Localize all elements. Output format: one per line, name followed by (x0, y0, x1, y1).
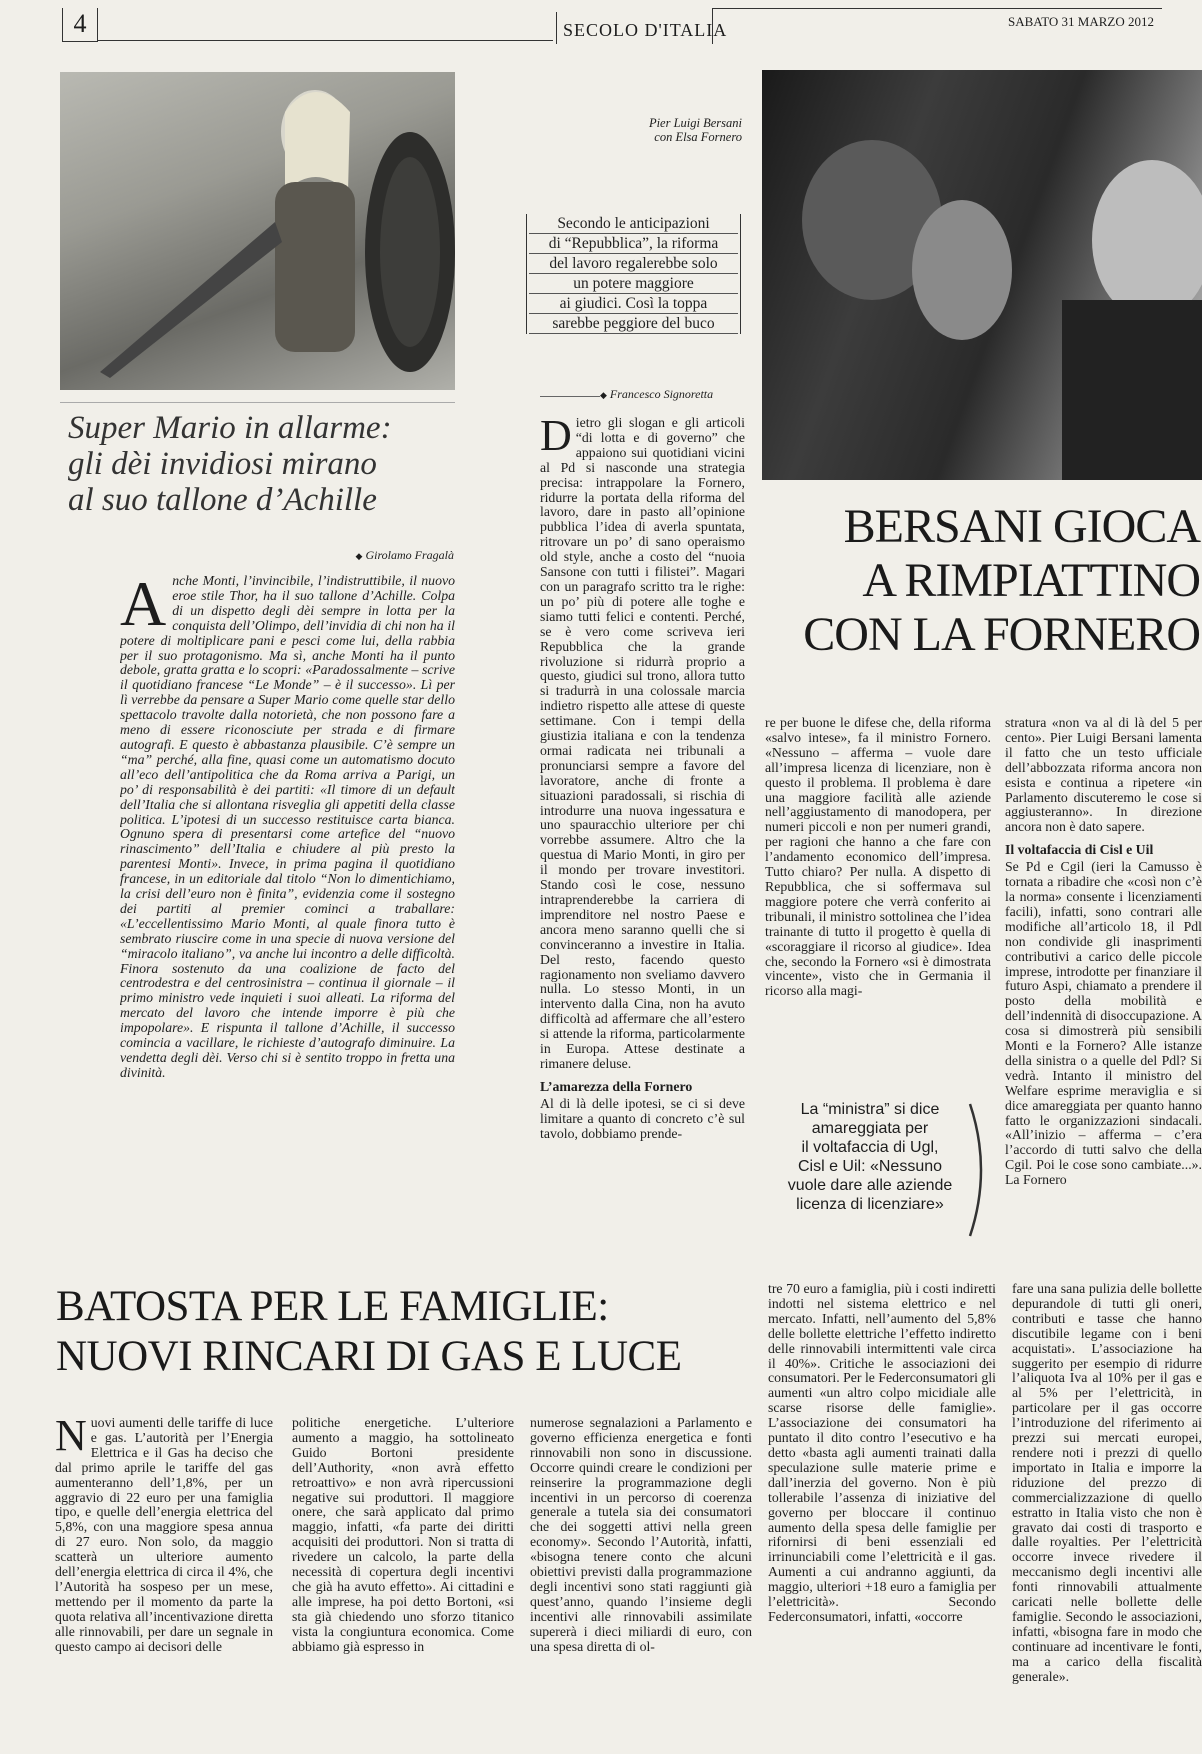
left-dropcap: A (120, 574, 167, 639)
photo-caption-line-2: con Elsa Fornero (654, 130, 742, 144)
right-col-3b-text: Se Pd e Cgil (ieri la Camusso è tornata a ribadire che «così non c’è la norma» consente i licenziamenti facili), infatti, sono contrari alle modifiche all’articolo 18, il Pdl non condivide gli inasprimenti contributivi a carico delle piccole imprese, introdotte per finanziare il futuro Aspi, chiamato a prendere il posto della mobilità e dell’indennità di disoccupazione. A cosa si dimostrerà più sensibili Monti e la Fornero? Alle istanze della sinistra o a quelle del Pdl? Si vedrà. Intanto il ministro del Welfare esprime meraviglia e si dice amareggiata per quanto hanno fatto le organizzazioni sindacali. «All’inizio – afferma – c’era l’accordo di tutti salvo che della Cgil. Poi le cose sono cambiate...». La Fornero (1005, 859, 1202, 1188)
page-number: 4 (73, 9, 87, 38)
bottom-col-5-text: fare una sana pulizia delle bollette depurandole di tutti gli oneri, contributi e tasse che hanno discutibile legame con i beni acquistati». L’associazione ha suggerito per esempio di ridurre l’aliquota Iva al 10% per il gas e al 5% per l’elettricità, in particolare per il gas occorre l’introduzione del riferimento ai prezzi sui mercati europei, rendere noti i prezzi di quello importato in Italia e imporre la riduzione del prezzo di commercializzazione di quello estratto in Italia visto che non è gravato dai costi di trasporto e dalle royalties. Per l’elettricità occorre invece rivedere il meccanismo degli incentivi alle fonti rinnovabili attualmente caricati nelle bollette delle famiglie. Secondo le associazioni, infatti, «bisogna fare in modo che continuare ad incentivare le fonti, ma a carico della fiscalità generale». (1012, 1282, 1202, 1684)
header-date: SABATO 31 MARZO 2012 (1007, 14, 1154, 29)
right-subhead-2: Il voltafaccia di Cisl e Uil (1005, 842, 1154, 858)
achilles-illustration (60, 72, 455, 390)
right-col-3 (1005, 716, 1202, 1236)
header-rule (98, 40, 553, 41)
pullquote-line-1: Secondo le anticipazioni (529, 214, 738, 234)
bottom-headline (56, 1282, 766, 1382)
right-pullquote-line-5: vuole dare alle aziende (787, 1177, 953, 1194)
left-title-line-2: gli dèi invidiosi mirano (68, 446, 377, 482)
bottom-col-3 (530, 1416, 752, 1746)
right-col-2-text: re per buone le difese che, della riforma «salvo intese», fa il ministro Fornero. «Nessuno – afferma – vuole dare all’impresa licenza di licenziare, non è questo il problema. Il problema è dare una maggiore facilità alle aziende nell’aggiustamento di manodopera, per numeri piccoli e non per numeri grandi, per ragioni che hanno a che fare con l’andamento economico dell’impresa. Tutto chiaro? Per nulla. A dispetto di Repubblica, che si soffermava sul maggiore potere che verrà conferito ai tribunali, il ministro sottolinea che l’idea trainante di tutto il progetto è quella di «scoraggiare il ricorso al giudice». Idea che, secondo la Fornero «si è dimostrata vincente», visto che in Germania il ricorso alla magi- (765, 716, 991, 999)
right-col-1b-text: Al di là delle ipotesi, se ci si deve limitare a quanto di concreto c’è sul tavolo, dobbiamo prende- (540, 1095, 745, 1141)
right-headline (760, 500, 1200, 662)
left-title-rule-top (60, 402, 455, 403)
pullquote-line-4: un potere maggiore (529, 274, 738, 294)
pullquote-paren (966, 1100, 996, 1240)
left-title-line-1: Super Mario in allarme: (68, 410, 392, 446)
center-byline-rule (540, 396, 600, 397)
bottom-dropcap: N (55, 1416, 87, 1460)
right-headline-line-2: A RIMPIATTINO (862, 554, 1200, 607)
left-article-body (120, 574, 455, 1234)
bottom-col-2-text: politiche energetiche. L’ulteriore aumento a maggio, ha sottolineato Guido Bortoni presidente dell’Authority, «non avrà effetto retroattivo» e non avrà ripercussioni negative sui produttori. Il maggiore onere, che sarà applicato dal primo maggio, infatti, «fa parte dei diritti acquisiti dei produttori. Non si tratta di rivedere un calcolo, la parte della necessità di copertura degli incentivi che già ha avuto effetto». Ai cittadini e alle imprese, ha poi detto Bortoni, «si sta già chiedendo uno sforzo titanico vista la congiuntura economica. Come abbiamo già espresso in (292, 1416, 514, 1654)
masthead (556, 12, 727, 44)
center-byline-text: Francesco Signoretta (609, 387, 714, 401)
right-dropcap: D (540, 416, 572, 460)
right-col-2 (765, 716, 991, 1072)
photo-caption-line-1: Pier Luigi Bersani (648, 116, 742, 130)
right-pullquote-line-6: licenza di licenziare» (796, 1196, 944, 1213)
bottom-headline-line-2: NUOVI RINCARI DI GAS E LUCE (56, 1333, 682, 1380)
pullquote-line-3: del lavoro regalerebbe solo (529, 254, 738, 274)
masthead-text: SECOLO D'ITALIA (563, 20, 728, 40)
bottom-col-5 (1012, 1282, 1202, 1746)
pullquote-line-5: ai giudici. Così la toppa (529, 294, 738, 314)
header-date-box (712, 8, 1162, 44)
left-body-text: nche Monti, l’invincibile, l’indistruttibile, il nuovo eroe stile Thor, ha il suo tallone d’Achille. Colpa di un dispetto degli dèi sempre in lotta per la conquista dell’Olimpo, dell’invidia di chi non ha il potere di moltiplicare pani e pesci come lui, della rabbia per il suo protagonismo. Ma sì, anche Monti ha il punto debole, gratta gratta e lo scopri: «Paradossalmente – scrive il quotidiano francese “Le Monde” – è il successo». Lì per lì verrebbe da pensare a Super Mario come quelle star dello spettacolo travolte dalla notorietà, che non possono fare a meno di essere riconosciute per strada e di firmare autografi. E questo è abbastanza plausibile. C’è sempre un “ma” perché, alla fine, quasi come un automatismo docuto all’eco dell’antipolitica che da Roma arriva a Parigi, un po’ di responsabilità è dei partiti: «Il timore di un default dell’Italia che si allontana risveglia gli appetiti della classe politica. L’ipotesi di un successo restituisce carta bianca. Ognuno spera di presentarsi come artefice del “nuovo rinascimento” dell’Italia e chiudere al più presto la parentesi Monti». Invece, in prima pagina il quotidiano francese, in un editoriale dal titolo “Non lo dimentichiamo, la crisi dell’euro non è finita”, evidenzia come il sostegno dei partiti al premier cominci a traballare: «L’eccellentissimo Mario Monti, al quale finora tutto è sembrato riuscire come in una specie di nuova versione del “miracolo italiano”, va anche lui incontro a delle difficoltà. Finora sostenuto da una coalizione de facto del centrodestra e del centrosinistra – continua il giornale – il primo ministro vede inquieti i suoi alleati. La riforma del mercato del lavoro che intende imporre è più che impopolare». E rispunta il tallone d’Achille, il successo comincia a vacillare, le richieste d’autografo diminuire. La vendetta degli dèi. Verso chi si è sentito troppo in fretta una divinità. (120, 574, 455, 1080)
right-col-3-text: stratura «non va al di là del 5 per cento». Pier Luigi Bersani lamenta il fatto che un testo ufficiale dell’abbozzata riforma ancora non esista e continua a ripetere «in Parlamento discuteremo le cose si aggiusteranno». In direzione ancora non è dato sapere. (1005, 716, 1202, 835)
left-title-line-3: al suo tallone d’Achille (68, 482, 377, 518)
center-byline (600, 387, 745, 402)
right-pullquote-line-3: il voltafaccia di Ugl, (801, 1139, 939, 1156)
photo-illustration (762, 70, 1202, 480)
bottom-col-3-text: numerose segnalazioni a Parlamento e governo efficienza energetica e fonti rinnovabili non sono in discussione. Occorre quindi creare le condizioni per reinserire la programmazione degli incentivi in un percorso di coerenza generale a tutela sia dei consumatori che dei soggetti attivi nella green economy». Secondo l’Autorità, infatti, «bisogna tenere conto che alcuni obiettivi previsti dalla programmazione degli incentivi sono stati raggiunti già quest’anno, quando l’insieme degli incentivi alle rinnovabili assimilate supererà i dieci miliardi di euro, con una spesa diretta di ol- (530, 1416, 752, 1654)
page-number-box (62, 8, 98, 42)
achilles-photo (60, 72, 455, 390)
bersani-fornero-photo (762, 70, 1202, 480)
bottom-col-4 (768, 1282, 996, 1746)
bottom-col-1-text: uovi aumenti delle tariffe di luce e gas. L’autorità per l’Energia Elettrica e il Gas ha deciso che dal primo aprile le tariffe del gas aumenteranno dell’1,8%, per un aggravio di 22 euro per una famiglia tipo, e quelle dell’energia elettrica del 5,8%, con una maggiore spesa annua di 27 euro. Non solo, da maggio scatterà un ulteriore aumento dell’energia elettrica di circa il 4%, che l’Autorità ha sospeso per un mese, mettendo per il momento da parte la quota relativa all’incentivazione diretta alle rinnovabili, per dare un segnale in questo campo ai decisori delle (55, 1416, 273, 1654)
center-pullquote (526, 214, 741, 334)
bottom-col-4-text: tre 70 euro a famiglia, più i costi indiretti indotti nel sistema elettrico e nel mercato. Infatti, nell’aumento del 5,8% delle bollette elettriche l’effetto indiretto delle rinnovabili intermittenti vale circa il 40%». Critiche le associazioni dei consumatori. Per le Federconsumatori gli aumenti «un altro colpo micidiale alle scarse risorse delle famiglie». L’associazione dei consumatori ha puntato il dito contro l’esecutivo e ha detto «basta agli aumenti trainati dalla speculazione sulle materie prime e dall’inerzia del governo. Non è più tollerabile l’assenza di iniziative del governo per bloccare il continuo aumento della spesa delle famiglie per rifornirsi di beni essenziali ed irrinunciabili come l’elettricità e il gas. Aumenti a cui andranno aggiunti, da maggio, ulteriori +18 euro a famiglia per l’elettricità». Secondo Federconsumatori, infatti, «occorre (768, 1282, 996, 1624)
right-col-1 (540, 416, 745, 1254)
right-pullquote-line-4: Cisl e Uil: «Nessuno (797, 1158, 943, 1175)
pullquote-line-6: sarebbe peggiore del buco (529, 314, 738, 334)
pullquote-line-2: di “Repubblica”, la riforma (529, 234, 738, 254)
right-headline-line-3: CON LA FORNERO (803, 608, 1200, 661)
left-byline (60, 548, 454, 563)
right-headline-line-1: BERSANI GIOCA (843, 500, 1200, 553)
right-pullquote-line-2: amareggiata per (811, 1120, 929, 1137)
right-col-1-text: ietro gli slogan e gli articoli “di lotta e di governo” che appaiono sui quotidiani vicini al Pd si nasconde una strategia precisa: intrappolare la Fornero, ridurre la portata della riforma del lavoro, dare in pasto all’opinione pubblica l’idea di averla spuntata, ritrovare un po’ di sano operaismo old style, anche a costo del “nuoia Sansone con tutti i filistei”. Magari con un paragrafo scritto tra le righe: un po’ più di potere alle toghe e siamo tutti felici e contenti. Perché, se è vero come scriveva ieri Repubblica che la grande rivoluzione si ridurrà proprio a questo, giudici sul trono, allora tutto si tradurrà in una colossale marcia indietro rispetto alle attese di queste settimane. Con i tempi della giustizia italiana e con la tendenza ormai radicata nei tribunali a pronunciarsi sempre a favore del lavoratore, anche di fronte a situazioni paradossali, si rischia di introdurre una nuova ingessatura e uno spauracchio ulteriore per chi vorrebbe assumere. Altro che la questua di Mario Monti, in giro per il mondo per trovare investitori. Stando così le cose, nessuno intraprenderebbe la carriera di imprenditore nel nostro Paese e ancora meno saranno quelli che si convinceranno a investire in Italia. Del resto, facendo questo ragionamento non sveliamo davvero nulla. Lo stesso Monti, in un intervento dalla Cina, non ha avuto difficoltà ad affermare che all’estero si attende la riforma, particolarmente in Europa. Attese destinate a rimanere deluse. (540, 416, 745, 1071)
right-subhead-1: L’amarezza della Fornero (540, 1078, 693, 1094)
left-byline-text: Girolamo Fragalà (365, 548, 454, 562)
left-article-title (68, 410, 468, 518)
right-pullquote (770, 1100, 970, 1214)
photo-caption (560, 116, 742, 144)
bottom-col-1 (55, 1416, 273, 1746)
bottom-col-2 (292, 1416, 514, 1746)
right-pullquote-line-1: La “ministra” si dice (800, 1101, 940, 1118)
bottom-headline-line-1: BATOSTA PER LE FAMIGLIE: (56, 1283, 609, 1330)
